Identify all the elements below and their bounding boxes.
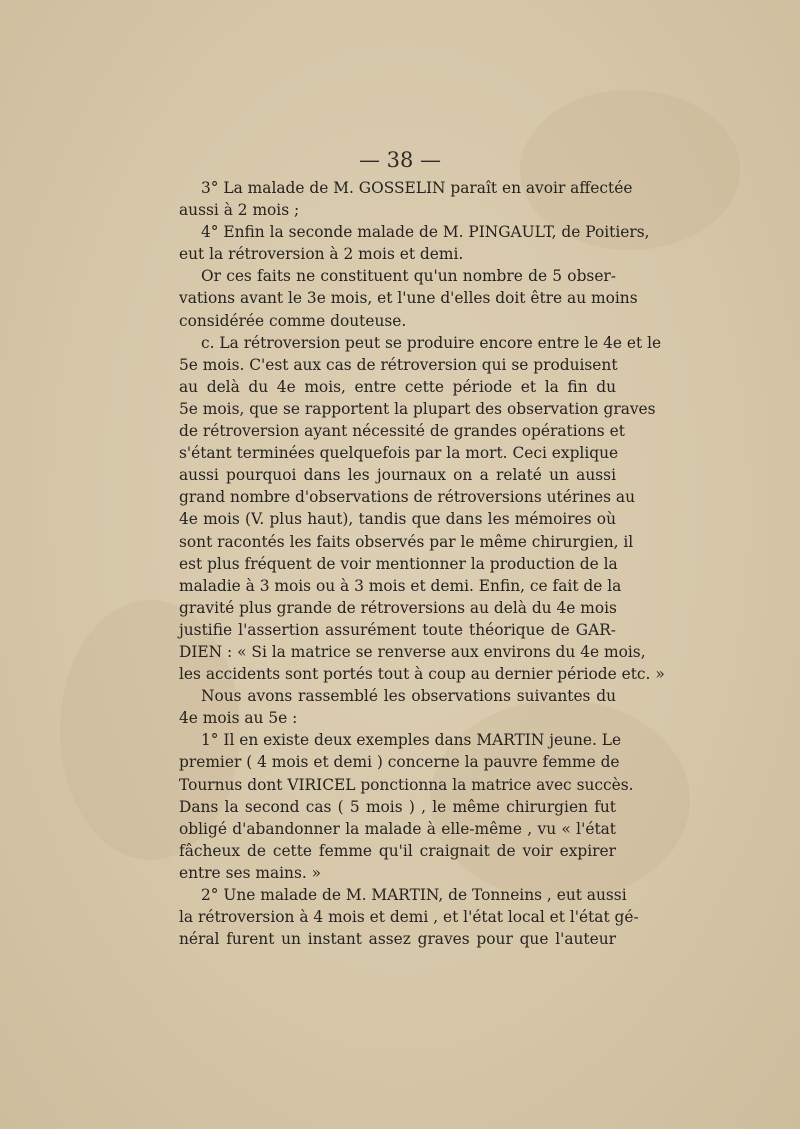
text-line: c. La rétroversion peut se produire encore entre le 4e et le [201, 333, 662, 352]
text-line: 4° Enfin la seconde malade de M. PINGAULT, de Poitiers, [201, 223, 650, 242]
text-line: 5e mois. C'est aux cas de rétroversion qui se produisent [179, 355, 618, 374]
text-line: Tournus dont VIRICEL ponctionna la matrice avec succès. [179, 775, 634, 794]
text-line: fâcheux de cette femme qu'il craignait de voir expirer [179, 841, 616, 860]
text-line: Nous avons rassemblé les observations suivantes du [201, 687, 616, 706]
text-line: 4e mois au 5e : [179, 709, 298, 728]
text-line: 5e mois, que se rapportent la plupart des observation graves [179, 399, 656, 418]
text-line: vations avant le 3e mois, et l'une d'elles doit être au moins [179, 289, 638, 308]
text-line: 4e mois (V. plus haut), tandis que dans les mémoires où [179, 510, 616, 529]
text-line: aussi à 2 mois ; [179, 201, 300, 220]
text-line: aussi pourquoi dans les journaux on a relaté un aussi [179, 466, 616, 485]
text-line: la rétroversion à 4 mois et demi , et l'état local et l'état gé- [179, 908, 639, 927]
text-line: gravité plus grande de rétroversions au delà du 4e mois [179, 598, 617, 617]
text-line: grand nombre d'observations de rétroversions utérines au [179, 488, 635, 507]
text-line: considérée comme douteuse. [179, 311, 407, 330]
text-line: premier ( 4 mois et demi ) concerne la pauvre femme de [179, 753, 620, 772]
text-line: au delà du 4e mois, entre cette période et la fin du [179, 377, 616, 396]
text-line: eut la rétroversion à 2 mois et demi. [179, 245, 464, 264]
text-line: néral furent un instant assez graves pour que l'auteur [179, 930, 616, 949]
text-line: justifie l'assertion assurément toute théorique de GAR- [179, 620, 616, 639]
text-line: s'étant terminées quelquefois par la mort. Ceci explique [179, 444, 619, 463]
text-line: est plus fréquent de voir mentionner la production de la [179, 554, 618, 573]
text-line: maladie à 3 mois ou à 3 mois et demi. Enfin, ce fait de la [179, 576, 622, 595]
text-line: DIEN : « Si la matrice se renverse aux environs du 4e mois, [179, 642, 646, 661]
text-line: 1° Il en existe deux exemples dans MARTIN jeune. Le [201, 731, 622, 750]
text-line: 3° La malade de M. GOSSELIN paraît en avoir affectée [201, 179, 633, 197]
text-line: Or ces faits ne constituent qu'un nombre de 5 obser- [201, 267, 616, 286]
body-text [179, 177, 665, 950]
text-line: 2° Une malade de M. MARTIN, de Tonneins , eut aussi [201, 886, 627, 904]
text-line: de rétroversion ayant nécessité de grandes opérations et [179, 422, 625, 441]
text-line: Dans la second cas ( 5 mois ) , le même chirurgien fut [179, 797, 616, 816]
page-number: — 38 — [358, 148, 442, 172]
text-line: sont racontés les faits observés par le même chirurgien, il [179, 532, 634, 551]
text-line: obligé d'abandonner la malade à elle-même , vu « l'état [179, 819, 616, 838]
text-line: entre ses mains. » [179, 863, 322, 882]
text-line: les accidents sont portés tout à coup au dernier période etc. » [179, 665, 665, 684]
